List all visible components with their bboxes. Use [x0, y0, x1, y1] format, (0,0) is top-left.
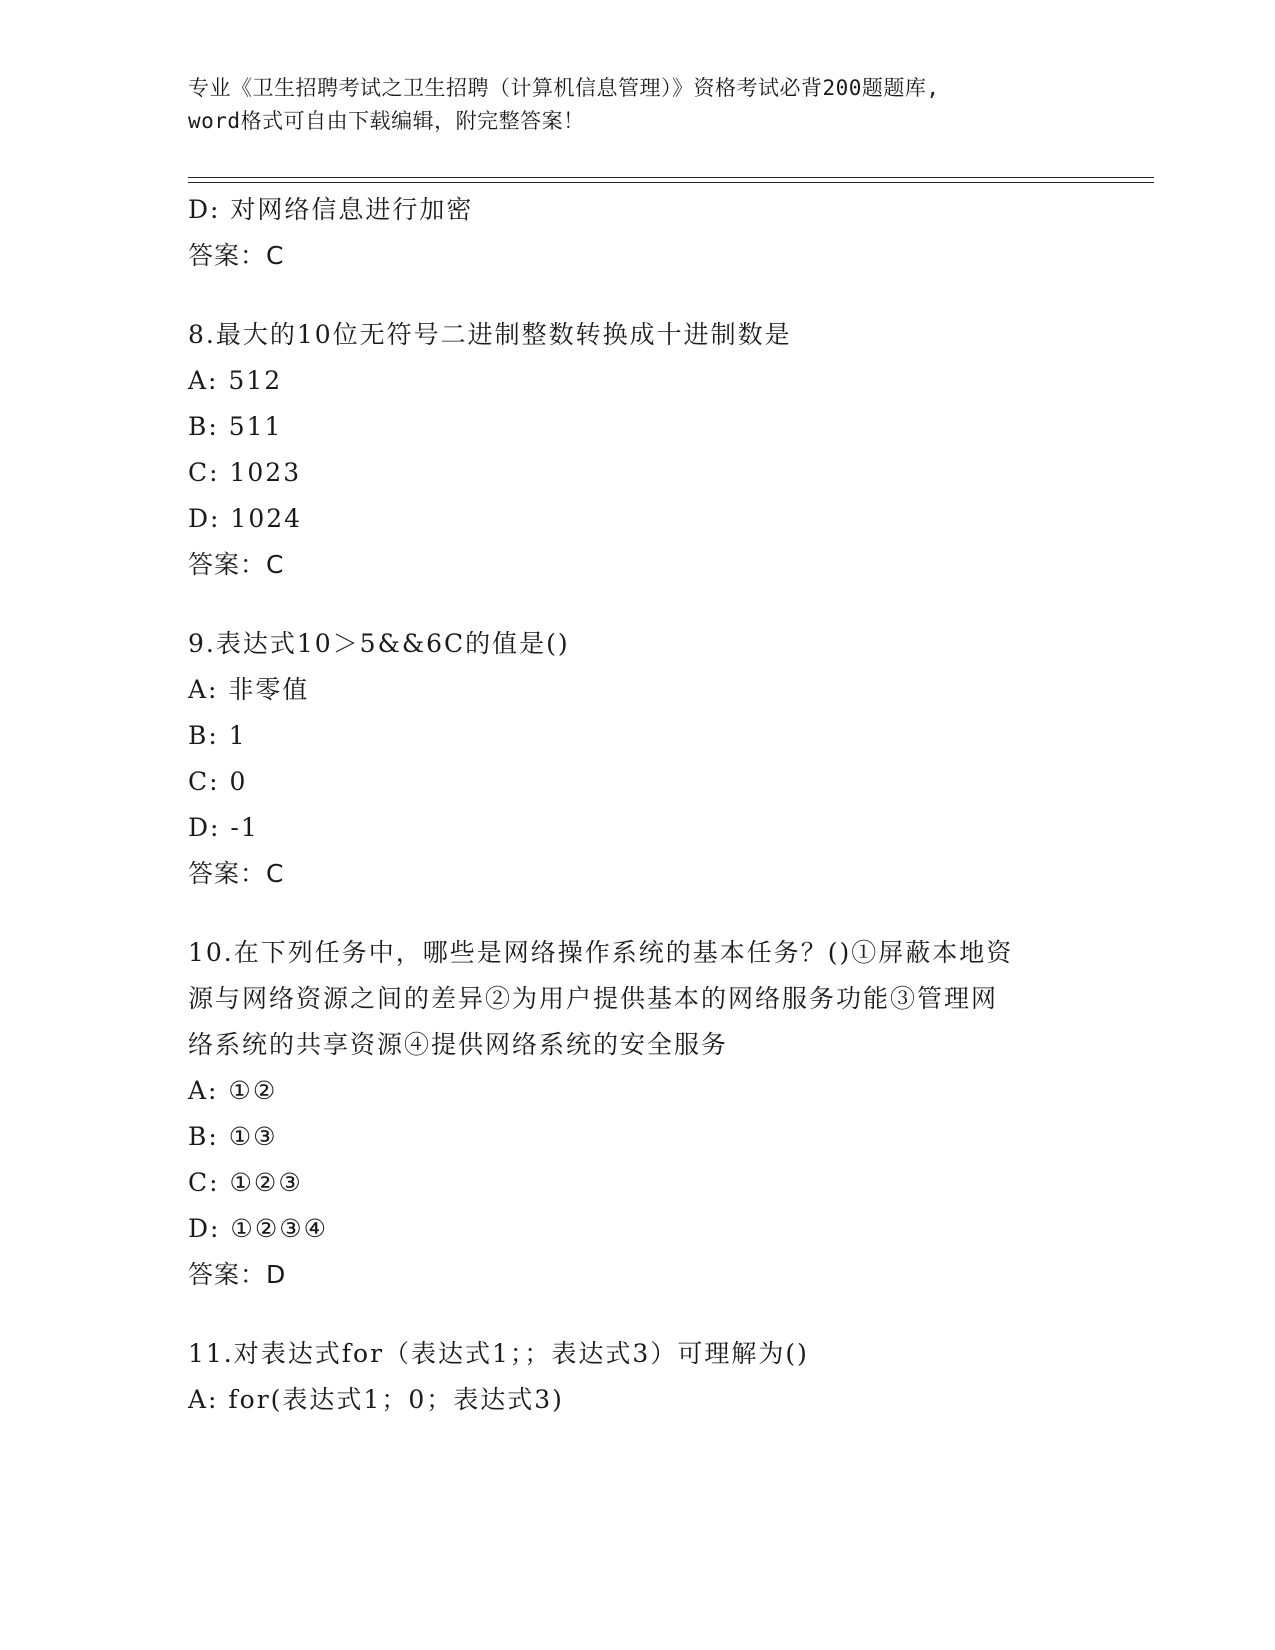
option-d: D: 1024 — [188, 504, 303, 533]
header-divider — [188, 177, 1154, 178]
option-c: C: 1023 — [188, 458, 302, 487]
option-a: A: for(表达式1；0；表达式3) — [188, 1385, 564, 1414]
option-a: A: 非零值 — [188, 675, 310, 704]
question-stem-line-1: 10.在下列任务中，哪些是网络操作系统的基本任务？()①屏蔽本地资 — [188, 938, 1014, 967]
option-b: B: 511 — [188, 412, 283, 441]
header-line-1: 专业《卫生招聘考试之卫生招聘（计算机信息管理）》资格考试必背200题题库, — [188, 76, 940, 100]
option-a: A: ①② — [188, 1076, 278, 1105]
option-b: B: 1 — [188, 721, 247, 750]
option-c: C: ①②③ — [188, 1168, 303, 1197]
header-line-2: word格式可自由下载编辑，附完整答案！ — [188, 109, 585, 133]
option-c: C: 0 — [188, 767, 248, 796]
answer: 答案：C — [188, 550, 285, 579]
header-divider-second — [188, 182, 1154, 183]
question-stem: 11.对表达式for（表达式1；；表达式3）可理解为() — [188, 1339, 809, 1368]
question-stem-line-2: 源与网络资源之间的差异②为用户提供基本的网络服务功能③管理网 — [188, 984, 999, 1013]
answer: 答案：C — [188, 859, 285, 888]
prev-option-d: D: 对网络信息进行加密 — [188, 195, 474, 224]
option-d: D: ①②③④ — [188, 1214, 329, 1243]
answer: 答案：D — [188, 1260, 287, 1289]
option-b: B: ①③ — [188, 1122, 278, 1151]
question-11 — [188, 1331, 1088, 1423]
document-header — [188, 72, 1088, 138]
question-10 — [188, 930, 1088, 1298]
prev-answer: 答案：C — [188, 241, 285, 270]
option-d: D: -1 — [188, 813, 259, 842]
question-stem-line-3: 络系统的共享资源④提供网络系统的安全服务 — [188, 1030, 729, 1059]
question-8 — [188, 312, 1088, 588]
question-list — [188, 187, 1088, 1423]
question-stem: 8.最大的10位无符号二进制整数转换成十进制数是 — [188, 320, 792, 349]
option-a: A: 512 — [188, 366, 283, 395]
question-9 — [188, 621, 1088, 897]
question-stem: 9.表达式10＞5&&6C的值是() — [188, 629, 570, 658]
